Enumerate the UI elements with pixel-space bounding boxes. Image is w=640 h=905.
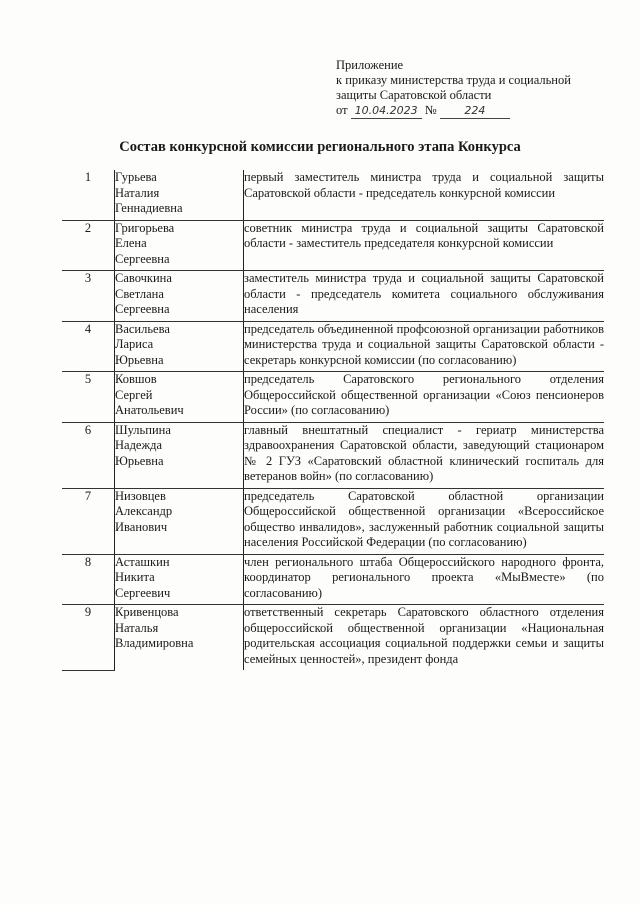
member-role: [244, 488, 605, 554]
member-row: [62, 554, 604, 605]
member-role: [244, 422, 605, 488]
member-role-text: первый заместитель министра труда и социальной защиты Саратовской области - председатель конкурсной комиссии: [244, 170, 604, 200]
member-name-part: Шульпина: [115, 422, 171, 437]
member-name-part: Надежда: [115, 438, 163, 452]
member-name-part: Сергеевич: [115, 585, 171, 600]
appendix-date-line: [336, 103, 626, 119]
member-role-text: ответственный секретарь Саратовского областного отделения общероссийской общественной организации «Национальная родительская ассоциация социальной поддержки семьи и защиты семейных ценностей», президент фонда: [244, 605, 604, 666]
member-name-part: Савочкина: [115, 271, 172, 285]
member-name: [115, 605, 244, 671]
member-name: [115, 554, 244, 605]
appendix-order-line: к приказу министерства труда и социальной: [336, 73, 571, 87]
member-name-part: Светлана: [115, 286, 164, 301]
member-role-text: советник министра труда и социальной защиты Саратовской области - заместитель председателя конкурсной комиссии: [244, 220, 604, 250]
member-role-text: председатель объединенной профсоюзной организации работников министерства труда и социальной защиты Саратовской области - секретарь конкурсной комиссии (по согласованию): [244, 321, 604, 367]
member-name: [115, 372, 244, 423]
member-number: 6: [62, 422, 115, 488]
handwritten-order-number: 224: [440, 103, 510, 119]
member-name-part: Ковшов: [115, 372, 157, 386]
members-table-body: [62, 170, 604, 670]
member-name: [115, 220, 244, 271]
member-role-text: главный внештатный специалист - гериатр министерства здравоохранения Саратовской области, заведующий стационаром № 2 ГУЗ «Саратовский областной клинический госпиталь для ветеранов войн» (по согласованию): [244, 422, 604, 483]
member-row: [62, 170, 604, 220]
member-number: 3: [62, 271, 115, 322]
date-prefix: от: [336, 103, 348, 117]
appendix-ministry-line: защиты Саратовской области: [336, 88, 492, 102]
member-name-part: Сергей: [115, 387, 153, 402]
member-name: [115, 271, 244, 322]
member-role: [244, 321, 605, 372]
member-number: 9: [62, 605, 115, 671]
member-row: [62, 271, 604, 322]
member-number: 7: [62, 488, 115, 554]
member-name-part: Александр: [115, 504, 173, 518]
member-name-part: Владимировна: [115, 636, 194, 650]
member-number: 5: [62, 372, 115, 423]
member-name: [115, 488, 244, 554]
member-name-part: Елена: [115, 236, 147, 250]
member-name-part: Никита: [115, 570, 155, 584]
appendix-header: [336, 58, 626, 119]
member-number: 1: [62, 170, 115, 220]
member-row: [62, 372, 604, 423]
member-name-part: Лариса: [115, 337, 154, 351]
member-name-part: Иванович: [115, 519, 168, 534]
member-name-part: Наталия: [115, 185, 160, 200]
member-name-part: Гурьева: [115, 170, 157, 184]
member-role: [244, 605, 605, 671]
member-name-part: Низовцев: [115, 488, 166, 503]
member-name-part: Юрьевна: [115, 453, 164, 468]
member-name: [115, 422, 244, 488]
member-role-text: председатель Саратовской областной организации Общероссийской общественной организации «Всероссийское общество инвалидов», заслуженный работник социальной защиты населения Российской Федерации (по согласованию): [244, 488, 604, 549]
member-number: 8: [62, 554, 115, 605]
handwritten-date: 10.04.2023: [351, 103, 422, 119]
member-role-text: председатель Саратовского регионального отделения Общероссийской общественной организации «Союз пенсионеров России» (по согласованию): [244, 372, 604, 417]
member-name-part: Васильева: [115, 321, 170, 336]
member-row: [62, 488, 604, 554]
member-row: [62, 220, 604, 271]
member-role: [244, 220, 605, 271]
member-name-part: Юрьевна: [115, 352, 164, 367]
member-role: [244, 372, 605, 423]
member-row: [62, 605, 604, 671]
member-name-part: Асташкин: [115, 554, 170, 569]
document-title: Состав конкурсной комиссии регионального этапа Конкурса: [119, 139, 521, 155]
member-name-part: Геннадиевна: [115, 201, 183, 215]
member-name-part: Наталья: [115, 620, 159, 635]
member-name-part: Григорьева: [115, 220, 175, 235]
member-number: 4: [62, 321, 115, 372]
member-row: [62, 321, 604, 372]
member-role: [244, 554, 605, 605]
member-name-part: Сергеевна: [115, 251, 170, 266]
member-role: [244, 170, 605, 220]
member-role-text: заместитель министра труда и социальной защиты Саратовской области - председатель комитета социального обслуживания населения: [244, 271, 604, 316]
member-name: [115, 321, 244, 372]
number-prefix: №: [424, 103, 437, 117]
member-role: [244, 271, 605, 322]
member-name-part: Сергеевна: [115, 302, 170, 316]
commission-members-table: [62, 170, 604, 671]
member-number: 2: [62, 220, 115, 271]
member-name: [115, 170, 244, 220]
member-name-part: Кривенцова: [115, 605, 179, 619]
member-row: [62, 422, 604, 488]
appendix-label: Приложение: [336, 58, 404, 72]
member-role-text: член регионального штаба Общероссийского народного фронта, координатор регионального проекта «МыВместе» (по согласованию): [244, 554, 604, 600]
member-name-part: Анатольевич: [115, 403, 184, 417]
